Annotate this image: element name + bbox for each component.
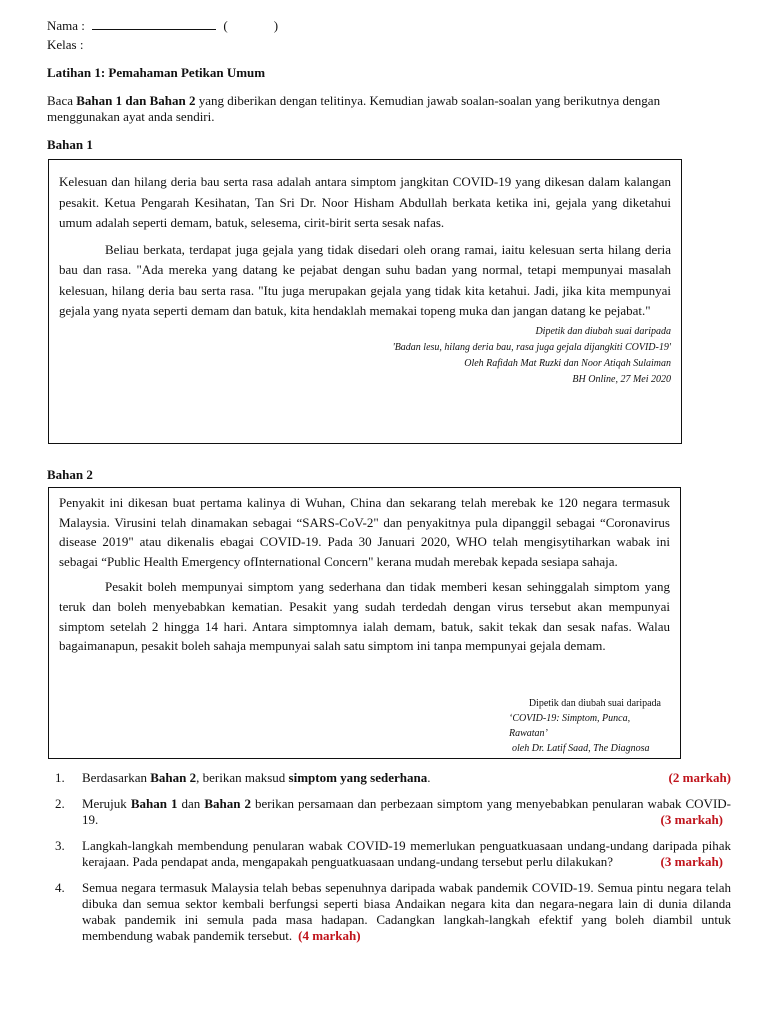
exercise-title: Latihan 1: Pemahaman Petikan Umum [47, 65, 266, 80]
class-row [47, 37, 83, 53]
bahan2-source-line: Dipetik dan diubah suai daripada [528, 698, 661, 709]
name-label: Nama : [47, 18, 85, 33]
question-text: Langkah-langkah membendung penularan wabak COVID-19 memerlukan penguatkuasaan undang-undang daripada pihak kerajaan. Pada pendapat anda, mengapakah penguatkuasaan undang-undang tersebut perlu dilakukan? (3 markah) [82, 838, 731, 869]
question-text: (2 markah) Berdasarkan Bahan 2, berikan maksud simptom yang sederhana. [82, 770, 731, 785]
bahan2-source-line: oleh Dr. Latif Saad, The Diagnosa [512, 743, 650, 754]
question-marks: (3 markah) [660, 812, 723, 827]
question-list [55, 770, 731, 954]
intro-post: yang diberikan dengan telitinya. Kemudian jawab soalan-soalan yang berikutnya dengan menggunakan ayat anda sendiri. [47, 93, 661, 124]
bahan2-paragraph-2: Pesakit boleh mempunyai simptom yang sederhana dan tidak memberi kesan sehinggalah simptom yang teruk dan boleh menyebabkan kematian. Pesakit yang sudah terdedah dengan virus tersebut akan mempunyai simptom setelah 2 hingga 14 hari. Antara simptomnya ialah demam, batuk, sakit tekak dan sesak nafas. Walau bagaimanapun, pesakit boleh sahaja mempunyai salah satu simptom ini tanpa mempunyai gejala demam. [59, 579, 670, 654]
question-text: Semua negara termasuk Malaysia telah bebas sepenuhnya daripada wabak pandemik COVID-19. Semua pintu negara telah dibuka dan semua sektor kembali berfungsi seperti biasa Andaikan negara kita dan negara-negara lain di dunia dilanda wabak pandemik ini semula pada masa hadapan. Cadangkan langkah-langkah efektif yang boleh diambil untuk membendung wabak pandemik tersebut. (4 markah) [82, 880, 731, 943]
question-item [55, 838, 731, 870]
name-row [47, 17, 278, 34]
question-item [55, 796, 731, 828]
bahan1-source-line: 'Badan lesu, hilang deria bau, rasa juga gejala dijangkiti COVID-19' [392, 341, 671, 353]
paren-close: ) [273, 18, 279, 33]
question-text: Merujuk Bahan 1 dan Bahan 2 berikan persamaan dan perbezaan simptom yang menyebabkan penularan wabak COVID-19. (3 markah) [82, 796, 731, 827]
instructions [47, 93, 732, 125]
name-blank-line [92, 17, 216, 30]
question-marks: (4 markah) [298, 928, 361, 943]
paren-open: ( [223, 18, 228, 33]
class-label: Kelas : [47, 37, 84, 52]
question-item [55, 880, 731, 944]
bahan1-source-line: BH Online, 27 Mei 2020 [572, 373, 671, 385]
bahan1-box [48, 159, 682, 444]
intro-pre: Baca [47, 93, 77, 108]
question-number: 2. [55, 796, 65, 811]
bahan1-source-line: Dipetik dan diubah suai daripada [535, 325, 671, 337]
bahan1-source [59, 324, 671, 388]
bahan2-source-line: ‘COVID-19: Simptom, Punca, Rawatan’ [509, 713, 631, 739]
bahan1-paragraph-2: Beliau berkata, terdapat juga gejala yang tidak disedari oleh orang ramai, iaitu kelesuan serta hilang deria bau dan rasa. "Ada mereka yang datang ke pejabat dengan suhu badan yang normal, tetapi mempunyai masalah kelesuan, hilang deria bau serta rasa. "Itu juga merupakan gejala yang tidak kita ketahui. Jadi, jika kita mempunyai gejala yang nyata seperti demam dan batuk, kita hendaklah memakai topeng muka dan jangan datang ke pejabat." [59, 241, 671, 318]
intro-bold: Bahan 1 dan Bahan 2 [76, 93, 196, 108]
bahan2-paragraph-1: Penyakit ini dikesan buat pertama kalinya di Wuhan, China dan sekarang telah merebak ke 120 negara termasuk Malaysia. Virusini telah dinamakan sebagai “SARS-CoV-2" dan penyakitnya pula dipanggil sebagai “Coronavirus disease 2019" atau dikenalis ebagai COVID-19. Pada 30 Januari 2020, WHO telah mengisytiharkan wabak ini sebagai “Public Health Emergency ofInternational Concern" kerana mudah merebak kepada sesiapa sahaja. [59, 495, 670, 569]
bahan2-source [461, 696, 661, 756]
question-number: 1. [55, 770, 65, 785]
bahan2-box [48, 487, 681, 759]
question-marks: (2 markah) [668, 770, 731, 785]
question-item [55, 770, 731, 786]
question-number: 4. [55, 880, 65, 895]
bahan1-source-line: Oleh Rafidah Mat Ruzki dan Noor Atiqah Sulaiman [464, 357, 671, 369]
question-marks: (3 markah) [660, 854, 723, 869]
question-number: 3. [55, 838, 65, 853]
bahan2-label: Bahan 2 [47, 467, 93, 482]
bahan1-label: Bahan 1 [47, 137, 93, 152]
bahan1-paragraph-1: Kelesuan dan hilang deria bau serta rasa adalah antara simptom jangkitan COVID-19 yang dikesan dalam kalangan pesakit. Ketua Pengarah Kesihatan, Tan Sri Dr. Noor Hisham Abdullah berkata ketika ini, gejala yang diketahui umum adalah seperti demam, batuk, selesema, cirit-birit serta sesak nafas. [59, 174, 671, 230]
